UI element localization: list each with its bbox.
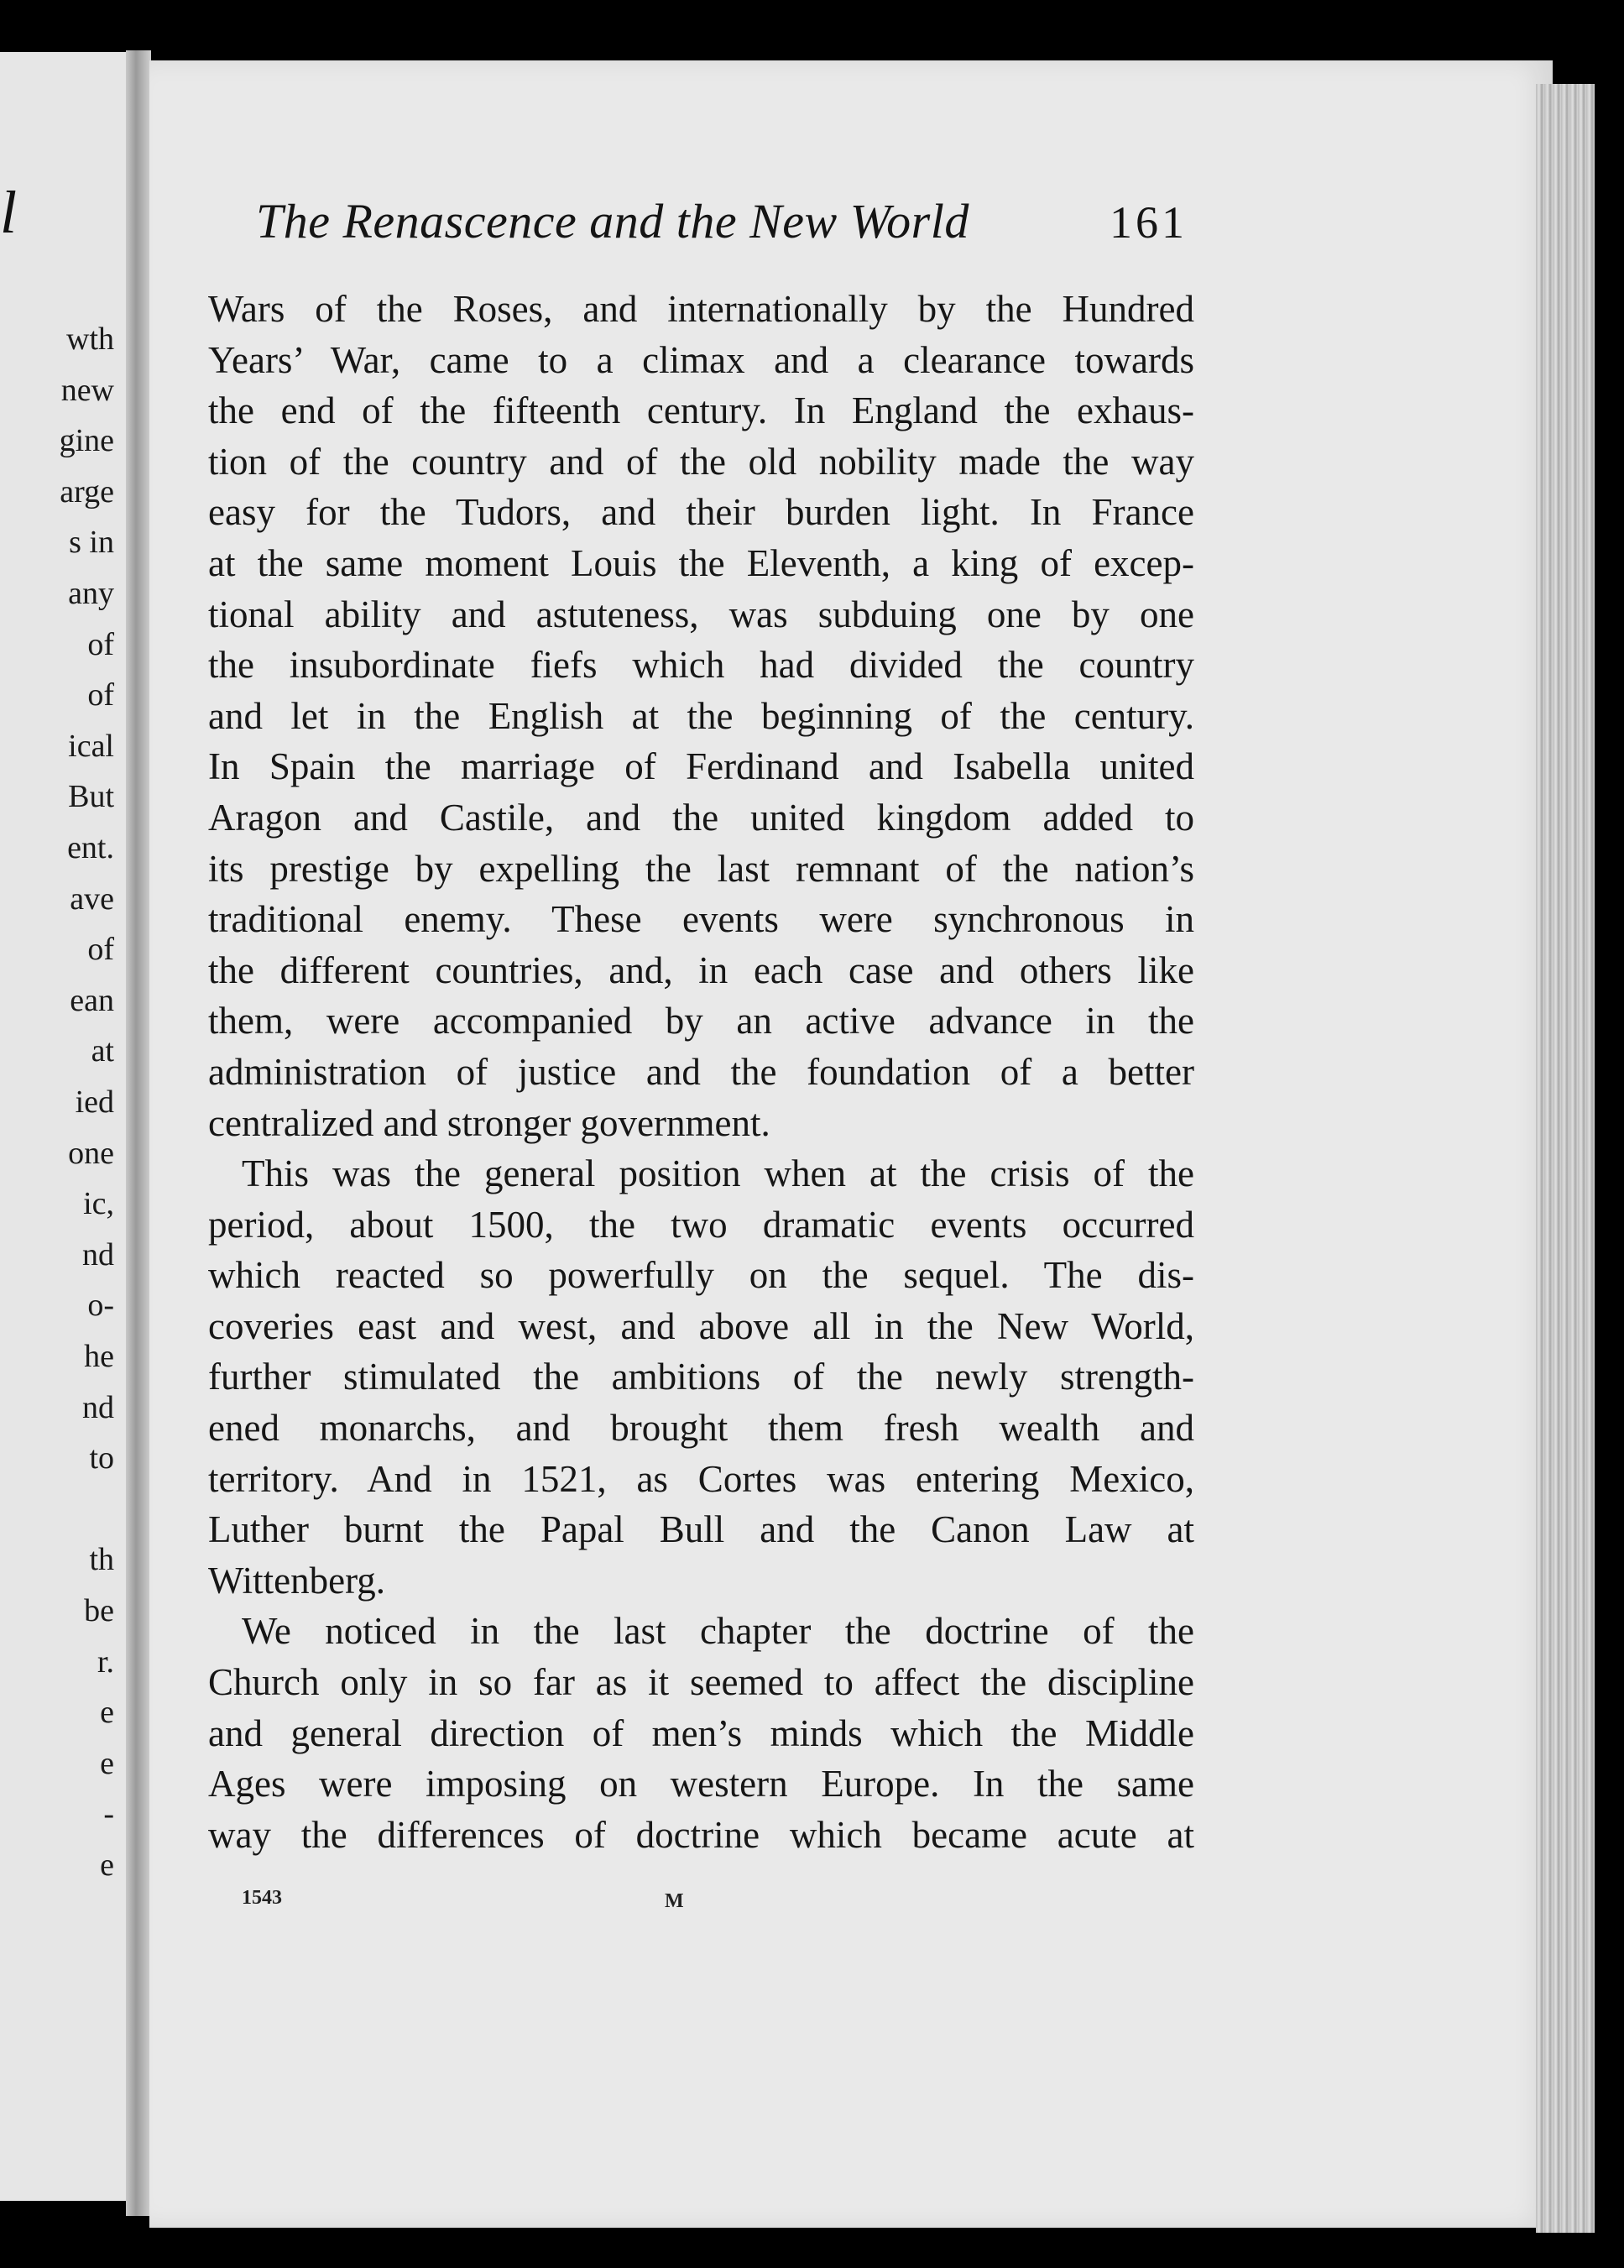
text-line: In Spain the marriage of Ferdinand and Isabella united — [208, 745, 1194, 788]
text-line: traditional enemy. These events were synchronous in — [208, 898, 1194, 941]
previous-page-line-fragment: of — [87, 677, 114, 713]
previous-page-line-fragment: But — [68, 779, 114, 815]
text-line: further stimulated the ambitions of the newly strength- — [208, 1356, 1194, 1398]
paragraph — [208, 1606, 1194, 1860]
previous-page-line-fragment: he — [84, 1339, 114, 1374]
text-line: which reacted so powerfully on the sequel. The dis- — [208, 1254, 1194, 1297]
text-line: Luther burnt the Papal Bull and the Canon Law at — [208, 1508, 1194, 1551]
text-line: way the differences of doctrine which became acute at — [208, 1813, 1194, 1856]
previous-page-line-fragment: new — [60, 372, 114, 408]
text-line: the end of the fifteenth century. In England the exhaus- — [208, 389, 1194, 432]
previous-page-line-fragment: gine — [59, 423, 114, 459]
previous-page-line-fragment: any — [68, 576, 114, 611]
running-head — [256, 193, 1188, 252]
text-line: at the same moment Louis the Eleventh, a king of excep- — [208, 541, 1194, 584]
previous-page-line-fragment: th — [89, 1542, 114, 1578]
text-line: the insubordinate fiefs which had divided the country — [208, 644, 1194, 687]
printer-signature-number: 1543 — [242, 1887, 282, 1909]
text-line: Years’ War, came to a climax and a clearance towards — [208, 338, 1194, 381]
page-stack-edge — [1536, 84, 1595, 2233]
previous-page-line-fragment: e — [100, 1745, 114, 1781]
previous-page-line-fragment: to — [89, 1440, 114, 1476]
text-line: Aragon and Castile, and the united kingdom added to — [208, 796, 1194, 839]
text-line: the different countries, and, in each case and others like — [208, 948, 1194, 991]
previous-page-edge — [0, 52, 126, 2201]
previous-page-line-fragment: o- — [87, 1288, 114, 1324]
text-line: tional ability and astuteness, was subduing one by one — [208, 593, 1194, 635]
page-number: 161 — [1110, 197, 1188, 248]
text-line: centralized and stronger government. — [208, 1101, 770, 1144]
previous-page-line-fragment: - — [103, 1796, 114, 1832]
text-line: Church only in so far as it seemed to affect the discipline — [208, 1661, 1194, 1704]
previous-page-line-fragment: of — [87, 932, 114, 968]
previous-page-line-fragment: arge — [60, 473, 114, 510]
text-line: them, were accompanied by an active advance in the — [208, 1000, 1194, 1043]
text-line: coveries east and west, and above all in the New World, — [208, 1304, 1194, 1347]
text-line: territory. And in 1521, as Cortes was entering Mexico, — [208, 1457, 1194, 1500]
text-line: tion of the country and of the old nobility made the way — [208, 440, 1194, 483]
text-line: Wars of the Roses, and internationally by the Hundred — [208, 288, 1194, 330]
book-gutter — [126, 50, 151, 2216]
text-line: easy for the Tudors, and their burden light. In France — [208, 491, 1194, 534]
previous-page-line-fragment: ean — [70, 982, 114, 1018]
paragraph — [208, 284, 1194, 1148]
printer-signature-mark: M — [665, 1890, 684, 1912]
previous-page-line-fragment: e — [100, 1847, 114, 1883]
previous-page-line-fragment: s in — [69, 525, 114, 561]
text-line: its prestige by expelling the last remnant of the nation’s — [208, 847, 1194, 890]
previous-page-line-fragment: ical — [68, 728, 114, 764]
text-line: administration of justice and the foundation of a better — [208, 1050, 1194, 1093]
previous-page-line-fragment: at — [91, 1033, 114, 1069]
previous-page-line-fragment: ied — [75, 1084, 114, 1120]
previous-page-line-fragment: be — [84, 1593, 114, 1628]
text-line: ened monarchs, and brought them fresh wealth and — [208, 1407, 1194, 1450]
previous-page-line-fragment: ent. — [67, 830, 114, 865]
previous-page-line-fragment: ic, — [83, 1186, 114, 1222]
previous-page-line-fragment: r. — [97, 1644, 114, 1680]
previous-page-line-fragment: ave — [70, 881, 114, 917]
text-line: Ages were imposing on western Europe. In the same — [208, 1763, 1194, 1806]
previous-page-heading-fragment: l — [0, 179, 18, 246]
body-text — [208, 284, 1194, 1860]
text-line: Wittenberg. — [208, 1559, 386, 1602]
text-line: This was the general position when at the crisis of the — [242, 1152, 1194, 1195]
text-line: and general direction of men’s minds which the Middle — [208, 1711, 1194, 1754]
text-line: We noticed in the last chapter the doctrine of the — [242, 1610, 1194, 1653]
running-head-title: The Renascence and the New World — [256, 194, 969, 248]
text-line: and let in the English at the beginning of the century. — [208, 694, 1194, 737]
previous-page-line-fragment: nd — [82, 1236, 114, 1272]
paragraph — [208, 1148, 1194, 1606]
previous-page-line-fragment: nd — [82, 1389, 114, 1425]
previous-page-line-fragment: wth — [66, 321, 114, 357]
text-line: period, about 1500, the two dramatic events occurred — [208, 1203, 1194, 1246]
previous-page-line-fragment: one — [68, 1135, 114, 1171]
previous-page-line-fragment: of — [87, 626, 114, 662]
previous-page-line-fragment: e — [100, 1695, 114, 1731]
